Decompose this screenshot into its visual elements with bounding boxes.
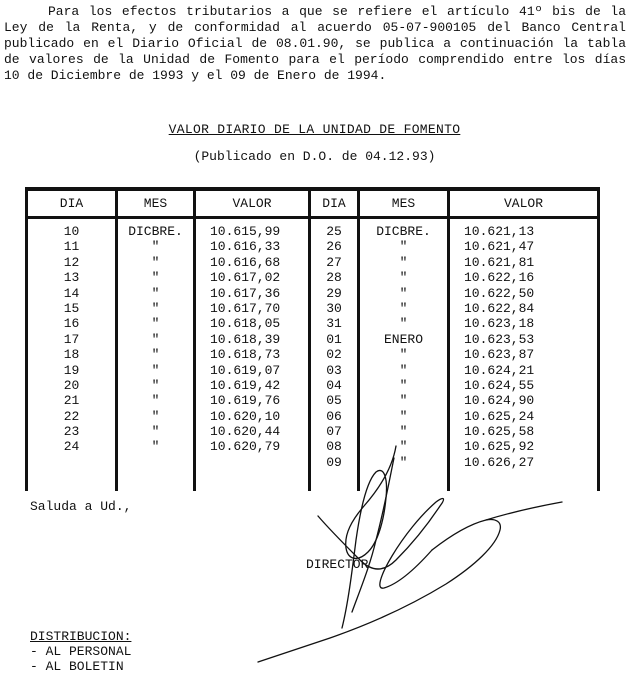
- table-cell: 29: [326, 285, 342, 301]
- table-cell: 10.620,10: [210, 408, 281, 424]
- table-cell: 10.617,36: [210, 285, 281, 301]
- table-cell: 26: [326, 239, 342, 255]
- table-cell: ": [151, 254, 160, 270]
- table-cell: 10.617,70: [210, 300, 281, 316]
- table-cell: 10.619,76: [210, 393, 281, 409]
- table-cell: 10.623,87: [464, 347, 535, 363]
- intro-text: Para los efectos tributarios a que se refiere el artículo 41º bis de la Ley de la Renta, y de conformidad al acuerdo 05-07-900105 del Banco Central publicado en el Diario Oficial de 08.01.90, se publica a continuación la tabla de valores de la Unidad de Fomento para el período comprendido entre los días 10 de Diciembre de 1993 y el 09 de Enero de 1994.: [4, 4, 626, 83]
- header-valor-left: VALOR: [196, 191, 311, 219]
- table-cell: ": [151, 285, 160, 301]
- table-cell: 21: [63, 393, 80, 409]
- table-cell: 27: [326, 254, 342, 270]
- table-cell: ": [151, 377, 160, 393]
- table-cell: 13: [63, 270, 80, 286]
- table-cell: 10: [63, 224, 80, 239]
- table-cell: ": [151, 393, 160, 409]
- table-cell: 10.624,55: [464, 377, 535, 393]
- table-cell: ": [151, 331, 160, 347]
- table-cell: 23: [63, 424, 80, 440]
- table-cell: ": [399, 439, 408, 455]
- table-cell: 10.620,79: [210, 439, 281, 455]
- table-cell: ": [399, 270, 408, 286]
- signature-title: DIRECTOR: [306, 557, 369, 572]
- table-cell: ": [399, 408, 408, 424]
- table-cell: ": [399, 424, 408, 440]
- document-subtitle: (Publicado en D.O. de 04.12.93): [193, 149, 436, 164]
- document-title-text: VALOR DIARIO DE LA UNIDAD DE FOMENTO: [168, 122, 461, 137]
- table-cell: ENERO: [383, 331, 423, 347]
- table-cell: 07: [326, 424, 342, 440]
- table-cell: 06: [326, 408, 342, 424]
- table-cell: 10.620,44: [210, 424, 281, 440]
- table-cell: 10.621,47: [464, 239, 535, 255]
- table-cell: 10.625,58: [464, 424, 535, 440]
- table-cell: ": [151, 270, 160, 286]
- table-cell: ": [399, 254, 408, 270]
- table-cell: DICBRE.: [128, 224, 183, 239]
- table-cell: 25: [326, 224, 342, 239]
- table-cell: ": [151, 316, 160, 332]
- distribution-item: - AL PERSONAL: [30, 644, 132, 659]
- distribution-heading: DISTRIBUCION:: [30, 629, 132, 644]
- table-cell: 10.625,92: [464, 439, 535, 455]
- table-cell: ": [399, 362, 408, 378]
- table-cell: 10.618,73: [210, 347, 281, 363]
- table-cell: 10.615,99: [210, 224, 281, 239]
- table-cell: 24: [63, 439, 80, 455]
- table-cell: ": [399, 300, 408, 316]
- table-cell: 10.618,05: [210, 316, 281, 332]
- table-cell: ": [399, 454, 408, 470]
- table-cell: 10.626,27: [464, 454, 535, 470]
- table-cell: 28: [326, 270, 342, 286]
- table-cell: 10.616,33: [210, 239, 281, 255]
- table-cell: 31: [326, 316, 342, 332]
- table-cell: 10.624,21: [464, 362, 535, 378]
- table-cell: 10.623,53: [464, 331, 535, 347]
- table-cell: 10.618,39: [210, 331, 281, 347]
- header-dia-right: DIA: [311, 191, 360, 219]
- table-cell: 09: [326, 454, 342, 470]
- header-mes-left: MES: [118, 191, 196, 219]
- table-cell: ": [151, 362, 160, 378]
- table-cell: 01: [326, 331, 342, 347]
- table-cell: 12: [63, 254, 80, 270]
- header-valor-right: VALOR: [450, 191, 597, 219]
- table-cell: 11: [63, 239, 80, 255]
- table-cell: 10.621,13: [464, 224, 535, 239]
- table-cell: 10.619,07: [210, 362, 281, 378]
- table-cell: 10.625,24: [464, 408, 535, 424]
- table-cell: ": [151, 408, 160, 424]
- table-cell: ": [151, 424, 160, 440]
- table-cell: 17: [63, 331, 80, 347]
- table-cell: ": [399, 347, 408, 363]
- header-dia-left: DIA: [28, 191, 118, 219]
- table-cell: 10.617,02: [210, 270, 281, 286]
- distribution-item: - AL BOLETIN: [30, 659, 124, 674]
- distribution-list: [30, 629, 131, 674]
- table-cell: 10.622,16: [464, 270, 535, 286]
- table-cell: 10.622,50: [464, 285, 535, 301]
- table-cell: 10.623,18: [464, 316, 535, 332]
- table-cell: 18: [63, 347, 80, 363]
- table-cell: ": [151, 439, 160, 455]
- table-cell: 08: [326, 439, 342, 455]
- closing-salutation: Saluda a Ud.,: [30, 499, 132, 514]
- table-cell: 19: [63, 362, 80, 378]
- table-cell: ": [151, 300, 160, 316]
- table-cell: 10.622,84: [464, 300, 535, 316]
- table-cell: ": [399, 316, 408, 332]
- table-cell: 22: [63, 408, 80, 424]
- table-cell: 05: [326, 393, 342, 409]
- table-cell: 20: [63, 377, 80, 393]
- table-cell: 15: [63, 300, 80, 316]
- table-cell: ": [151, 347, 160, 363]
- table-cell: ": [399, 239, 408, 255]
- table-cell: ": [151, 239, 160, 255]
- table-cell: DICBRE.: [376, 224, 431, 239]
- table-cell: ": [399, 285, 408, 301]
- table-cell: 14: [63, 285, 80, 301]
- table-cell: 02: [326, 347, 342, 363]
- table-cell: 04: [326, 377, 342, 393]
- table-cell: 10.619,42: [210, 377, 281, 393]
- header-mes-right: MES: [360, 191, 450, 219]
- table-cell: 10.624,90: [464, 393, 535, 409]
- table-cell: 30: [326, 300, 342, 316]
- table-cell: ": [399, 377, 408, 393]
- table-cell: 10.621,81: [464, 254, 535, 270]
- table-cell: ": [399, 393, 408, 409]
- table-cell: 16: [63, 316, 80, 332]
- table-cell: 10.616,68: [210, 254, 281, 270]
- table-cell: 03: [326, 362, 342, 378]
